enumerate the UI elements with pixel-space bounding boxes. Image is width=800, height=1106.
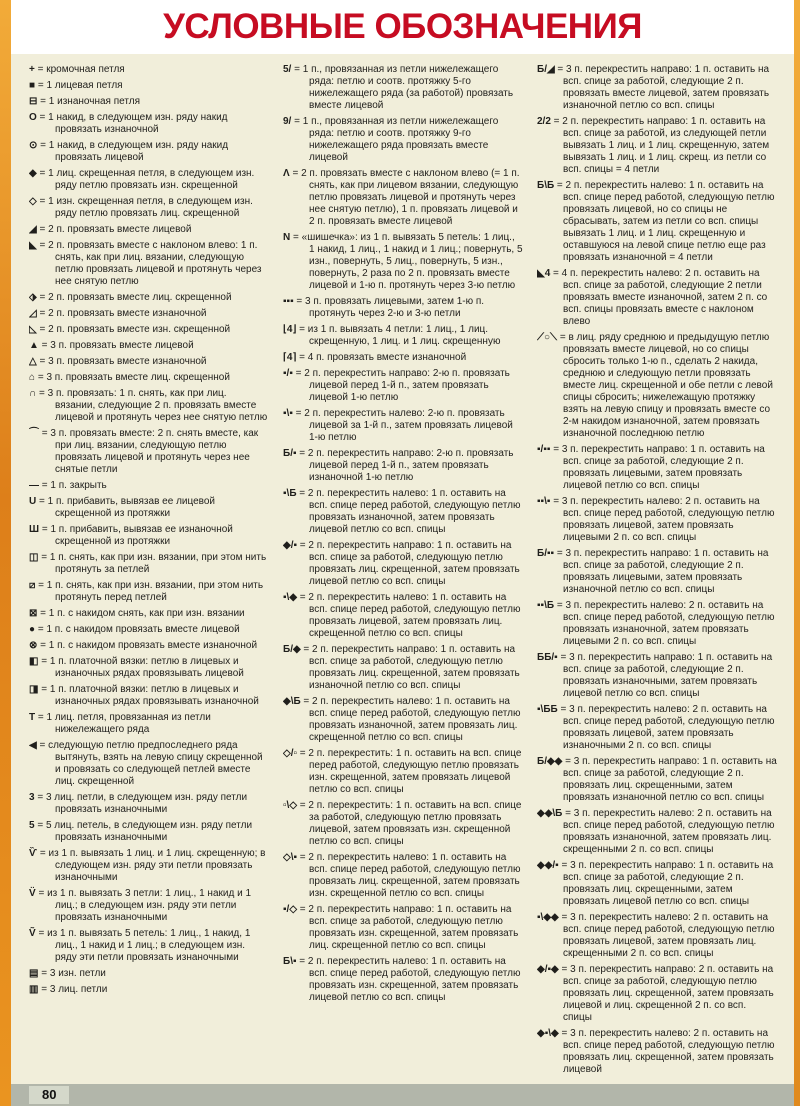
symbol-definition: = 3 п. провязать: 1 п. снять, как при лиц. вязании, следующие 2 п. провязать вместе лицевой и протянуть через нее снятую петлю: [36, 388, 268, 423]
stitch-symbol: ◆◆/▪: [537, 860, 559, 871]
symbol-definition: = 3 п. перекрестить налево: 2 п. оставить на всп. спице перед работой, следующую петлю провязать лицевой, затем провязать лицевыми 2 п. со всп. спицы: [550, 496, 775, 543]
legend-entry: [283, 368, 523, 404]
legend-entry: [29, 224, 269, 236]
legend-entry: [29, 820, 269, 844]
legend-entry: [537, 600, 777, 648]
legend-entry: [283, 488, 523, 536]
stitch-symbol: Б/◢: [537, 64, 555, 75]
stitch-symbol: ◆/▪◆: [537, 964, 559, 975]
page-title: УСЛОВНЫЕ ОБОЗНАЧЕНИЯ: [163, 7, 642, 46]
legend-entry: [537, 180, 777, 264]
legend-entry: [29, 496, 269, 520]
stitch-symbol: ▪▪\▪: [537, 496, 551, 507]
stitch-symbol: ◨: [29, 684, 39, 695]
symbol-definition: = 2 п. провязать вместе лиц. скрещенной: [36, 292, 232, 303]
symbol-definition: = из 1 п. вывязать 4 петли: 1 лиц., 1 лиц. скрещенную, 1 лиц. и 1 лиц. скрещенную: [296, 324, 501, 347]
legend-entry: [537, 64, 777, 112]
legend-entry: [283, 232, 523, 292]
stitch-symbol: ▤: [29, 968, 39, 979]
page-number: 80: [29, 1086, 69, 1104]
symbol-definition: = 2 п. провязать вместе с наклоном влево: 1 п. снять, как при лиц. вязании, следующую петлю провязать лицевой и протянуть через нее снятую петлю: [36, 240, 262, 287]
footer-bar: [11, 1084, 794, 1106]
legend-entry: [29, 324, 269, 336]
legend-entry: [283, 540, 523, 588]
symbol-definition: = «шишечка»: из 1 п. вывязать 5 петель: 1 лиц., 1 накид, 1 лиц., 1 накид и 1 лиц.; повернуть, 5 изн., повернуть, 5 лиц., повернуть, 5 изн., повернуть, 2 раза по 2 п. провязать вместе лицевой и 1-ю п. протянуть через 3-ю петлю: [290, 232, 523, 291]
legend-entry: [537, 860, 777, 908]
symbol-definition: = 3 п. перекрестить направо: 1 п. оставить на всп. спице за работой, следующие 2 п. провязать лицевыми, затем провязать изнаночной петлю со всп. спицы: [554, 548, 769, 595]
symbol-definition: = 1 п. платочной вязки: петлю в лицевых и изнаночных рядах провязывать изнаночной: [38, 684, 259, 707]
stitch-symbol: ⊟: [29, 96, 38, 107]
right-edge-strip: [794, 0, 800, 1106]
stitch-symbol: ▫\◇: [283, 800, 298, 811]
stitch-symbol: ◆: [29, 168, 37, 179]
stitch-symbol: Ѷ: [29, 848, 38, 859]
stitch-symbol: ⌒: [29, 428, 39, 439]
stitch-symbol: Б/▪: [283, 448, 297, 459]
symbol-definition: = 2 п. провязать вместе изнаночной: [36, 308, 207, 319]
stitch-symbol: ▪\◆◆: [537, 912, 559, 923]
legend-entry: [537, 548, 777, 596]
symbol-definition: = 3 п. перекрестить направо: 2 п. оставить на всп. спице за работой, следующую петлю провязать лиц. скрещенной, затем провязать лицевой и лиц. скрещенной 2 п. со всп. спицы: [558, 964, 774, 1023]
symbol-definition: = 2 п. перекрестить налево: 1 п. оставить на всп. спице перед работой, следующую петлю провязать лиц. скрещенной, затем провязать изн. скрещенной петлю со всп. спицы: [297, 852, 521, 899]
stitch-symbol: ◺: [29, 324, 37, 335]
stitch-symbol: ▪\▪: [283, 408, 293, 419]
legend-entry: [29, 480, 269, 492]
stitch-symbol: ◆\Б: [283, 696, 301, 707]
symbol-definition: = 1 п. закрыть: [39, 480, 107, 491]
legend-entry: [29, 552, 269, 576]
legend-entry: [537, 912, 777, 960]
stitch-symbol: ▲: [29, 340, 39, 351]
symbol-definition: = 3 п. провязать вместе лиц. скрещенной: [35, 372, 230, 383]
legend-entry: [29, 96, 269, 108]
stitch-symbol: T: [29, 712, 36, 723]
symbol-definition: = 1 лиц. скрещенная петля, в следующем изн. ряду петлю провязать изн. скрещенной: [36, 168, 255, 191]
symbol-definition: = 3 п. провязать вместе лицевой: [38, 340, 194, 351]
stitch-symbol: ◧: [29, 656, 39, 667]
legend-entry: [537, 444, 777, 492]
stitch-symbol: +: [29, 64, 35, 75]
legend-entry: [283, 448, 523, 484]
legend-entry: [283, 800, 523, 848]
stitch-symbol: V̈: [29, 888, 36, 899]
stitch-symbol: Б/◆: [283, 644, 301, 655]
legend-entry: [29, 640, 269, 652]
stitch-symbol: ◆◆\Б: [537, 808, 563, 819]
stitch-symbol: 9/: [283, 116, 292, 127]
symbol-definition: = 2 п. перекрестить налево: 1 п. оставить на всп. спице перед работой, следующую петлю провязать изн. скрещенной, затем провязать лицевой петлю со всп. спицы: [296, 956, 521, 1003]
legend-entry: [283, 904, 523, 952]
legend-entry: [537, 756, 777, 804]
stitch-symbol: ⌊4⌋: [283, 324, 297, 335]
legend-entry: [29, 112, 269, 136]
stitch-symbol: ▪\ББ: [537, 704, 558, 715]
legend-entry: [29, 308, 269, 320]
stitch-symbol: ◆▪\◆: [537, 1028, 559, 1039]
stitch-symbol: 5/: [283, 64, 292, 75]
legend-content: [11, 54, 794, 1084]
symbol-definition: = 3 п. провязать вместе: 2 п. снять вместе, как при лиц. вязании, следующую петлю провязать лицевой и протянуть через нее снятые петли: [39, 428, 259, 475]
symbol-definition: = 2 п. перекрестить налево: 1 п. оставить на всп. спице перед работой, следующую петлю провязать изнаночной, затем провязать лицевой петлю со всп. спицы: [296, 488, 521, 535]
legend-entry: [29, 340, 269, 352]
symbol-definition: = 2 п. перекрестить: 1 п. оставить на всп. спице перед работой, следующую петлю провязать изн. скрещенной, затем провязать лицевой петлю со всп. спицы: [297, 748, 522, 795]
legend-entry: [29, 580, 269, 604]
symbol-definition: = 1 изн. скрещенная петля, в следующем изн. ряду петлю провязать лиц. скрещенной: [36, 196, 253, 219]
stitch-symbol: ◢: [29, 224, 37, 235]
stitch-symbol: ▪\Б: [283, 488, 297, 499]
legend-column-3: [537, 64, 777, 1084]
legend-entry: [29, 740, 269, 788]
legend-entry: [29, 428, 269, 476]
stitch-symbol: Λ: [283, 168, 290, 179]
stitch-symbol: ▪/▪: [283, 368, 293, 379]
symbol-definition: = 3 п. перекрестить направо: 1 п. оставить на всп. спице за работой, следующие 2 п. провязать лицевыми, затем провязать лицевой петлю со всп. спицы: [550, 444, 765, 491]
symbol-definition: = из 1 п. вывязать 3 петли: 1 лиц., 1 накид и 1 лиц.; в следующем изн. ряду эти петли провязать изнаночными: [35, 888, 252, 923]
stitch-symbol: ББ/▪: [537, 652, 558, 663]
stitch-symbol: ◇: [29, 196, 37, 207]
stitch-symbol: ⊙: [29, 140, 38, 151]
symbol-definition: = 2 п. перекрестить налево: 2-ю п. провязать лицевой за 1-й п., затем провязать лицевой 1-ю петлю: [292, 408, 513, 443]
stitch-symbol: O: [29, 112, 37, 123]
stitch-symbol: Ṽ: [29, 928, 36, 939]
symbol-definition: = 3 п. перекрестить направо: 1 п. оставить на всп. спице за работой, следующие 2 п. провязать вместе лицевой, затем провязать изнаночной петлю со всп. спицы: [554, 64, 770, 111]
symbol-definition: = 1 п. снять, как при изн. вязании, при этом нить протянуть перед петлей: [35, 580, 264, 603]
left-edge-strip: [0, 0, 11, 1106]
symbol-definition: = 4 п. провязать вместе изнаночной: [296, 352, 467, 363]
legend-entry: [537, 1028, 777, 1076]
legend-entry: [29, 240, 269, 288]
stitch-symbol: U: [29, 496, 37, 507]
legend-entry: [283, 64, 523, 112]
legend-column-2: [283, 64, 523, 1084]
legend-entry: [283, 956, 523, 1004]
legend-entry: [283, 644, 523, 692]
legend-entry: [29, 196, 269, 220]
stitch-symbol: ⧄: [29, 580, 36, 591]
stitch-symbol: N: [283, 232, 291, 243]
legend-entry: [29, 968, 269, 980]
symbol-definition: = 2 п. перекрестить направо: 1 п. оставить на всп. спице за работой, следующую петлю провязать лиц. скрещенной, затем провязать лицевой петлю со всп. спицы: [297, 540, 520, 587]
legend-entry: [29, 292, 269, 304]
legend-entry: [29, 848, 269, 884]
legend-entry: [283, 748, 523, 796]
legend-entry: [537, 652, 777, 700]
legend-entry: [283, 852, 523, 900]
symbol-definition: = 1 п. снять, как при изн. вязании, при этом нить протянуть за петлей: [38, 552, 267, 575]
legend-entry: [537, 268, 777, 328]
legend-column-1: [29, 64, 269, 1084]
symbol-definition: = 3 лиц. петли: [38, 984, 108, 995]
stitch-symbol: ◆/▪: [283, 540, 298, 551]
stitch-symbol: ◿: [29, 308, 37, 319]
symbol-definition: = 2 п. перекрестить налево: 1 п. оставить на всп. спице перед работой, следующую петлю провязать лицевой, но со спицы не сбрасывать, затем из петли со всп. спицы вывязать 1 лиц. и 1 лиц. скрещенную и оставшуюся на левой спице петлю еще раз провязать изнаночной = 4 петли: [554, 180, 775, 263]
page-header: [11, 0, 794, 54]
legend-entry: [29, 64, 269, 76]
stitch-symbol: 5: [29, 820, 35, 831]
legend-entry: [29, 140, 269, 164]
stitch-symbol: ●: [29, 624, 36, 635]
legend-entry: [29, 684, 269, 708]
symbol-definition: = 1 п. с накидом снять, как при изн. вязании: [37, 608, 245, 619]
legend-entry: [283, 592, 523, 640]
stitch-symbol: ∩: [29, 388, 37, 399]
symbol-definition: = 1 п., провязанная из петли нижележащего ряда: петлю и соотв. протяжку 9-го нижележащего ряда провязать вместе лицевой: [291, 116, 499, 163]
stitch-symbol: ▥: [29, 984, 39, 995]
legend-entry: [283, 324, 523, 348]
legend-entry: [537, 964, 777, 1024]
symbol-definition: = 3 п. провязать лицевыми, затем 1-ю п. протянуть через 2-ю и 3-ю петли: [293, 296, 485, 319]
legend-entry: [29, 984, 269, 996]
symbol-definition: = 1 накид, в следующем изн. ряду накид провязать лицевой: [37, 140, 229, 163]
legend-entry: [29, 624, 269, 636]
symbol-definition: = из 1 п. вывязать 5 петель: 1 лиц., 1 накид, 1 лиц., 1 накид и 1 лиц.; в следующем изн. ряду эти петли провязать изнаночными: [35, 928, 251, 963]
symbol-definition: = 2 п. перекрестить направо: 1 п. оставить на всп. спице за работой, следующую петлю провязать изн. скрещенной, затем провязать лиц. скрещенной петлю со всп. спицы: [297, 904, 519, 951]
stitch-symbol: ▪▪▪: [283, 296, 294, 307]
stitch-symbol: ◫: [29, 552, 39, 563]
legend-entry: [537, 332, 777, 440]
symbol-definition: = 2 п. перекрестить налево: 1 п. оставить на всп. спице перед работой, следующую петлю провязать лицевой, затем провязать лиц. скрещенной петлю со всп. спицы: [297, 592, 521, 639]
stitch-symbol: ⟋○⟍: [537, 332, 558, 343]
stitch-symbol: ▪\◆: [283, 592, 298, 603]
symbol-definition: = 1 п. прибавить, вывязав ее лицевой скрещенной из протяжки: [36, 496, 216, 519]
legend-entry: [537, 496, 777, 544]
legend-entry: [29, 792, 269, 816]
legend-entry: [29, 712, 269, 736]
symbol-definition: = 2 п. провязать вместе изн. скрещенной: [36, 324, 231, 335]
stitch-symbol: △: [29, 356, 37, 367]
legend-entry: [283, 352, 523, 364]
symbol-definition: = 1 лиц. петля, провязанная из петли нижележащего ряда: [35, 712, 211, 735]
stitch-symbol: ⌈4⌉: [283, 352, 297, 363]
symbol-definition: = 1 накид, в следующем изн. ряду накид провязать изнаночной: [36, 112, 228, 135]
legend-entry: [29, 656, 269, 680]
stitch-symbol: ◇\▪: [283, 852, 298, 863]
symbol-definition: = следующую петлю предпоследнего ряда вытянуть, взять на левую спицу скрещенной и провязать со следующей петлей вместе лиц. скрещенной: [36, 740, 263, 787]
stitch-symbol: ⊠: [29, 608, 38, 619]
stitch-symbol: ◇/▫: [283, 748, 298, 759]
symbol-definition: = 1 п. прибавить, вывязав ее изнаночной скрещенной из протяжки: [39, 524, 233, 547]
stitch-symbol: 3: [29, 792, 35, 803]
stitch-symbol: ◀: [29, 740, 37, 751]
legend-entry: [537, 808, 777, 856]
symbol-definition: = 5 лиц. петель, в следующем изн. ряду петли провязать изнаночными: [34, 820, 253, 843]
symbol-definition: = 2 п. перекрестить налево: 1 п. оставить на всп. спице перед работой, следующую петлю провязать изнаночной, затем провязать лиц. скрещенной петлю со всп. спицы: [300, 696, 521, 743]
symbol-definition: = 2 п. перекрестить направо: 2-ю п. провязать лицевой перед 1-й п., затем провязать изнаночной 1-ю петлю: [296, 448, 514, 483]
legend-entry: [283, 116, 523, 164]
symbol-definition: = 1 п. платочной вязки: петлю в лицевых и изнаночных рядах провязывать лицевой: [38, 656, 244, 679]
symbol-definition: = 3 п. перекрестить направо: 1 п. оставить на всп. спице за работой, следующие 2 п. провязать изнаночными, затем провязать лицевой петлю со всп. спицы: [557, 652, 773, 699]
symbol-definition: = 3 п. перекрестить налево: 2 п. оставить на всп. спице перед работой, следующую петлю провязать лиц. скрещенной, затем провязать лицевой: [558, 1028, 775, 1075]
symbol-definition: = 2 п. перекрестить: 1 п. оставить на всп. спице за работой, следующую петлю провязать лицевой, затем провязать изн. скрещенной петлю со всп. спицы: [297, 800, 522, 847]
legend-entry: [29, 524, 269, 548]
symbol-definition: = 1 п., провязанная из петли нижележащего ряда: петлю и соотв. протяжку 5-го нижележащего ряда (за работой) провязать вместе лицевой: [291, 64, 514, 111]
symbol-definition: = 1 изнаночная петля: [37, 96, 140, 107]
legend-entry: [29, 608, 269, 620]
legend-entry: [537, 704, 777, 752]
symbol-definition: = 3 п. перекрестить направо: 1 п. оставить на всп. спице за работой, следующие 2 п. провязать лиц. скрещенными, затем провязать изнаночной петлю со всп. спицы: [562, 756, 777, 803]
stitch-symbol: ◣4: [537, 268, 551, 279]
symbol-definition: = из 1 п. вывязать 1 лиц. и 1 лиц. скрещенную; в следующем изн. ряду эти петли провязать изнаночными: [37, 848, 266, 883]
stitch-symbol: Ш: [29, 524, 40, 535]
stitch-symbol: Б\Б: [537, 180, 555, 191]
legend-entry: [29, 928, 269, 964]
stitch-symbol: Б/▪▪: [537, 548, 555, 559]
symbol-definition: = 2 п. перекрестить направо: 1 п. оставить на всп. спице за работой, из следующей петли вывязать 1 лиц. и 1 лиц. скрещенную, затем вывязать 1 лиц. и 1 лиц. скрещ. из петли со всп. спицы = 4 петли: [550, 116, 770, 175]
stitch-symbol: ◣: [29, 240, 37, 251]
stitch-symbol: ⬗: [29, 292, 37, 303]
symbol-definition: = кромочная петля: [34, 64, 125, 75]
legend-entry: [29, 388, 269, 424]
stitch-symbol: —: [29, 480, 39, 491]
legend-entry: [283, 168, 523, 228]
symbol-definition: = 3 п. перекрестить налево: 2 п. оставить на всп. спице перед работой, следующую петлю провязать изнаночной, затем провязать лицевыми 2 п. со всп. спицы: [554, 600, 775, 647]
legend-entry: [29, 168, 269, 192]
legend-entry: [537, 116, 777, 176]
symbol-definition: = 2 п. провязать вместе с наклоном влево (= 1 п. снять, как при лицевом вязании, следующую петлю провязать лицевой и протянуть через нее снятую петлю), 1 п. провязать лицевой и 2 п. провязать вместе лицевой: [289, 168, 520, 227]
stitch-symbol: ⊗: [29, 640, 38, 651]
stitch-symbol: ▪▪\Б: [537, 600, 555, 611]
legend-entry: [29, 80, 269, 92]
stitch-symbol: Б\▪: [283, 956, 297, 967]
symbol-definition: = 3 изн. петли: [38, 968, 106, 979]
legend-entry: [283, 408, 523, 444]
legend-entry: [283, 696, 523, 744]
legend-entry: [29, 356, 269, 368]
symbol-definition: = 3 п. перекрестить направо: 1 п. оставить на всп. спице за работой, следующие 2 п. провязать лиц. скрещенными, затем провязать лицевой петлю со всп. спицы: [558, 860, 774, 907]
stitch-symbol: ⌂: [29, 372, 36, 383]
symbol-definition: = 1 лицевая петля: [35, 80, 123, 91]
legend-entry: [29, 888, 269, 924]
symbol-definition: = 4 п. перекрестить налево: 2 п. оставить на всп. спице за работой, следующие 2 петли провязать вместе изнаночной, затем 2 п. со всп. спицы провязать вместе с наклоном влево: [550, 268, 768, 327]
legend-entry: [29, 372, 269, 384]
symbol-definition: = 1 п. с накидом провязать вместе лицевой: [35, 624, 240, 635]
symbol-definition: = 2 п. провязать вместе лицевой: [36, 224, 192, 235]
symbol-definition: = 2 п. перекрестить направо: 1 п. оставить на всп. спице за работой, следующую петлю провязать лиц. скрещенной, затем провязать изнаночной петлю со всп. спицы: [300, 644, 520, 691]
symbol-definition: = 3 п. провязать вместе изнаночной: [36, 356, 207, 367]
symbol-definition: = 1 п. с накидом провязать вместе изнаночной: [37, 640, 258, 651]
symbol-definition: = 2 п. перекрестить направо: 2-ю п. провязать лицевой перед 1-й п., затем провязать лицевой 1-ю петлю: [292, 368, 510, 403]
stitch-symbol: ▪/◇: [283, 904, 298, 915]
symbol-definition: = 3 лиц. петли, в следующем изн. ряду петли провязать изнаночными: [34, 792, 248, 815]
stitch-symbol: ■: [29, 80, 36, 91]
symbol-definition: = 3 п. перекрестить налево: 2 п. оставить на всп. спице перед работой, следующую петлю провязать лицевой, затем провязать лиц. скрещенными 2 п. со всп. спицы: [558, 912, 775, 959]
stitch-symbol: 2/2: [537, 116, 551, 127]
legend-entry: [283, 296, 523, 320]
symbol-definition: = 3 п. перекрестить налево: 2 п. оставить на всп. спице перед работой, следующую петлю провязать изнаночной, затем провязать лиц. скрещенными 2 п. со всп. спицы: [562, 808, 775, 855]
symbol-definition: = в лиц. ряду среднюю и предыдущую петлю провязать вместе лицевой, но со спицы сбросить только 1-ю п., сделать 2 накида, среднюю и следующую петли провязать вместе лиц. скрещенной и обе петли с левой спицы сбросить; нижележащую протяжку взять на левую спицу и провязать вместе со 2-м накидом изнаночной, затем провязать изнаночной последнюю петлю: [557, 332, 773, 439]
symbol-definition: = 3 п. перекрестить налево: 2 п. оставить на всп. спице перед работой, следующую петлю провязать лицевой, затем провязать изнаночными 2 п. со всп. спицы: [557, 704, 775, 751]
stitch-symbol: Б/◆◆: [537, 756, 563, 767]
stitch-symbol: ▪/▪▪: [537, 444, 551, 455]
